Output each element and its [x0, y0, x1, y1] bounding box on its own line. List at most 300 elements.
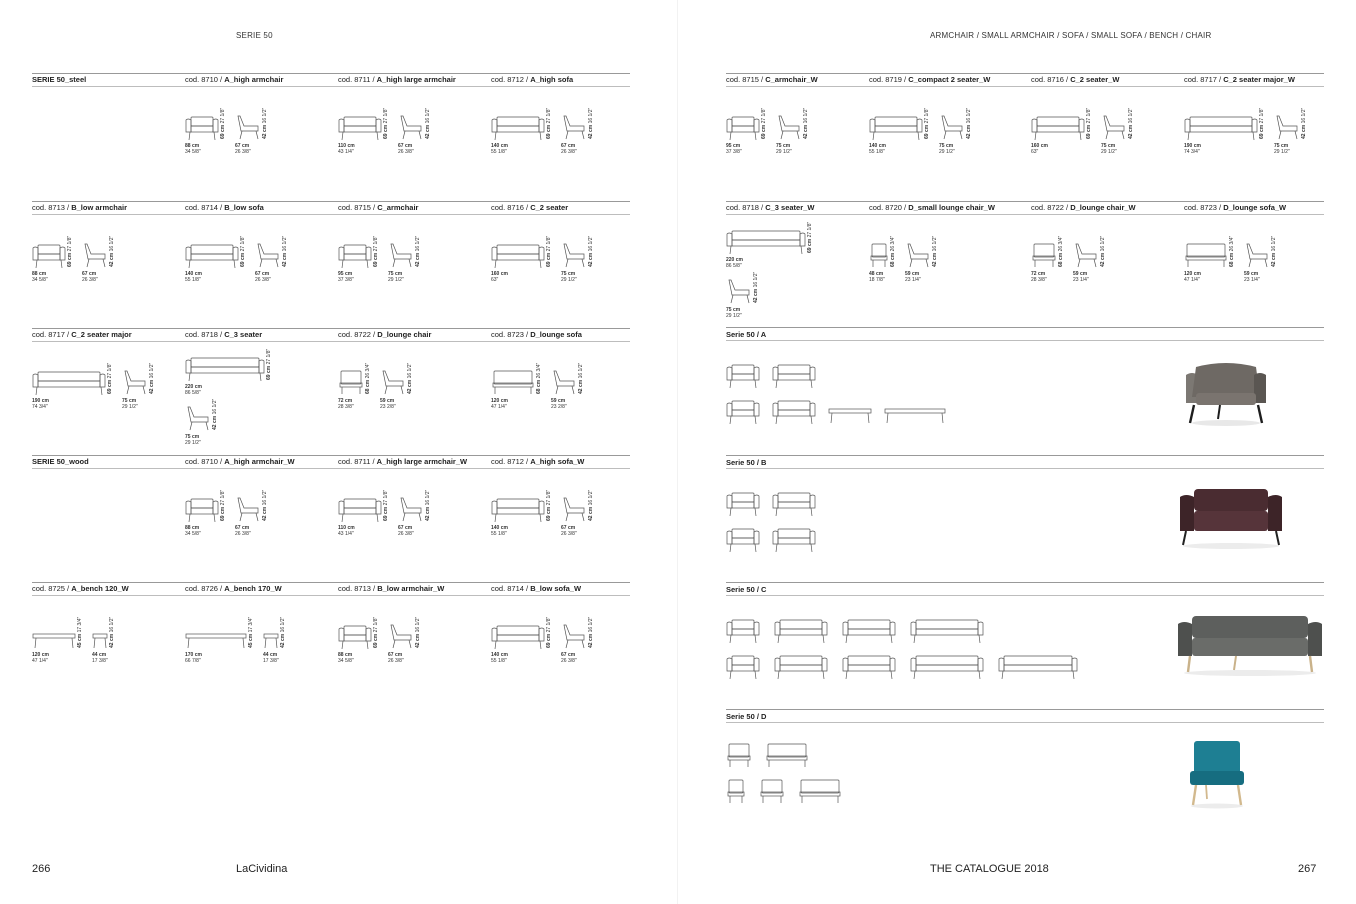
depth-dimension [905, 271, 921, 283]
dimension-cm: 42 cm [932, 252, 938, 267]
dimension-inches: 27 1/8" [373, 235, 379, 252]
product-code: cod. 8725 / [32, 584, 72, 593]
dimension-inches: 27 1/8" [107, 362, 113, 379]
seat-height-dimension [408, 363, 413, 394]
front-view-drawing [185, 622, 247, 650]
side-view-drawing [380, 368, 406, 396]
dimension-inches: 16 1/2" [407, 362, 413, 379]
depth-dimension [92, 652, 108, 664]
outline-drawing [726, 616, 760, 644]
height-dimension [241, 236, 246, 267]
dimension-inches: 74 3/4" [1184, 149, 1200, 155]
width-dimension [1184, 271, 1201, 283]
dimension-inches: 27 1/8" [220, 489, 226, 506]
dimension-cm: 69 cm [546, 252, 552, 267]
product-name: A_high sofa_W [530, 457, 585, 466]
dimension-cm: 42 cm [415, 252, 421, 267]
dimension-cm: 42 cm [1301, 124, 1307, 139]
front-view-drawing [726, 227, 806, 255]
dimension-cm: 42 cm [407, 379, 413, 394]
width-dimension [338, 398, 354, 410]
product-name: D_lounge sofa [530, 330, 582, 339]
product-name: C_compact 2 seater_W [908, 75, 991, 84]
front-view-drawing [1184, 241, 1228, 269]
dimension-cm: 95 cm [338, 271, 353, 277]
dimension-inches: 16 1/2" [588, 616, 594, 633]
dimension-cm: 72 cm [338, 398, 353, 404]
dimension-cm: 69 cm [220, 124, 226, 139]
height-dimension [374, 236, 379, 267]
product-row [32, 328, 630, 454]
product-title [491, 75, 573, 84]
side-view-drawing [1073, 241, 1099, 269]
width-dimension [491, 652, 508, 664]
depth-dimension [235, 143, 251, 155]
outline-drawing [759, 777, 785, 805]
dimension-inches: 34 5/8" [338, 658, 354, 664]
dimension-inches: 29 1/2" [388, 277, 404, 283]
dimension-cm: 69 cm [266, 365, 272, 380]
side-view-drawing [561, 495, 587, 523]
dimension-inches: 16 1/2" [282, 235, 288, 252]
dimension-inches: 16 1/2" [212, 398, 218, 415]
row-rule [726, 582, 1324, 583]
product-cell [491, 328, 626, 454]
width-dimension [32, 271, 48, 283]
depth-dimension [1274, 143, 1290, 155]
dimension-inches: 16 1/2" [1301, 107, 1307, 124]
dimension-cm: 75 cm [939, 143, 954, 149]
height-dimension [891, 236, 896, 267]
product-title [32, 330, 132, 339]
side-view-drawing [561, 241, 587, 269]
right-page [678, 0, 1356, 904]
front-view-drawing [869, 113, 923, 141]
product-row [726, 201, 1324, 327]
dimension-inches: 55 1/8" [491, 149, 507, 155]
product-row [32, 455, 630, 581]
dimension-inches: 17 3/8" [92, 658, 108, 664]
burgundy-sofa-photo [1176, 485, 1286, 554]
dimension-cm: 59 cm [1244, 271, 1259, 277]
front-view-drawing [338, 622, 372, 650]
product-cell [1031, 73, 1180, 199]
side-view-drawing [263, 622, 279, 650]
seat-height-dimension [589, 236, 594, 267]
dimension-inches: 63" [1031, 149, 1039, 155]
dimension-inches: 27 1/8" [373, 616, 379, 633]
dimension-inches: 16 1/2" [966, 107, 972, 124]
dimension-cm: 69 cm [67, 252, 73, 267]
dimension-cm: 59 cm [905, 271, 920, 277]
dimension-cm: 120 cm [1184, 271, 1201, 277]
dimension-inches: 26 3/8" [235, 531, 251, 537]
product-code: cod. 8718 / [726, 203, 766, 212]
width-dimension [1031, 271, 1047, 283]
depth-dimension [726, 307, 742, 319]
product-code: cod. 8716 / [491, 203, 531, 212]
outline-drawing [998, 652, 1078, 680]
dimension-inches: 26 3/8" [388, 658, 404, 664]
dimension-inches: 29 1/2" [939, 149, 955, 155]
depth-dimension [82, 271, 98, 283]
dimension-inches: 47 1/4" [491, 404, 507, 410]
product-code: cod. 8712 / [491, 457, 531, 466]
dimension-cm: 69 cm [546, 506, 552, 521]
product-cell [491, 201, 626, 327]
dimension-inches: 16 1/2" [578, 362, 584, 379]
product-cell [1184, 201, 1320, 327]
front-view-drawing [1184, 113, 1258, 141]
section-heading-cell [32, 73, 181, 199]
product-name: C_3 seater [224, 330, 263, 339]
front-view-drawing [491, 622, 545, 650]
running-head-left: SERIE 50 [236, 31, 273, 40]
width-dimension [491, 525, 508, 537]
dimension-inches: 26 3/8" [255, 277, 271, 283]
product-title [338, 584, 444, 593]
height-dimension [78, 617, 83, 648]
outline-drawing [774, 652, 828, 680]
dimension-inches: 27 1/8" [924, 107, 930, 124]
height-dimension [1230, 236, 1235, 267]
dimension-inches: 16 1/2" [262, 107, 268, 124]
front-view-drawing [491, 368, 535, 396]
row-rule [726, 595, 1324, 596]
series-block [726, 709, 1324, 829]
dimension-cm: 190 cm [32, 398, 49, 404]
dimension-inches: 26 3/8" [82, 277, 98, 283]
dimension-cm: 42 cm [588, 633, 594, 648]
product-title [185, 330, 262, 339]
product-name: C_2 seater major [71, 330, 132, 339]
dimension-inches: 16 1/2" [109, 616, 115, 633]
dimension-cm: 67 cm [398, 143, 413, 149]
height-dimension [221, 108, 226, 139]
dimension-inches: 16 1/2" [262, 489, 268, 506]
dimension-inches: 26 3/4" [1058, 235, 1064, 252]
product-title [491, 330, 582, 339]
dimension-inches: 37 3/8" [726, 149, 742, 155]
product-title [338, 203, 418, 212]
dimension-inches: 43 1/4" [338, 149, 354, 155]
dimension-cm: 95 cm [726, 143, 741, 149]
dimension-cm: 44 cm [263, 652, 278, 658]
product-name: A_high armchair_W [224, 457, 295, 466]
width-dimension [338, 143, 355, 155]
front-view-drawing [185, 113, 219, 141]
outline-drawing [726, 777, 746, 805]
product-cell [32, 582, 181, 708]
product-name: A_bench 120_W [71, 584, 129, 593]
dimension-inches: 66 7/8" [185, 658, 201, 664]
dimension-inches: 63" [491, 277, 499, 283]
width-dimension [32, 398, 49, 410]
dimension-cm: 69 cm [546, 124, 552, 139]
catalogue-title: THE CATALOGUE 2018 [930, 863, 1049, 875]
dimension-inches: 16 1/2" [425, 107, 431, 124]
product-row [32, 201, 630, 327]
dimension-cm: 59 cm [1073, 271, 1088, 277]
outline-drawing [772, 525, 816, 553]
dimension-cm: 88 cm [338, 652, 353, 658]
dimension-cm: 59 cm [380, 398, 395, 404]
product-code: cod. 8717 / [1184, 75, 1224, 84]
product-title [338, 75, 456, 84]
depth-dimension [1244, 271, 1260, 283]
grey-armchair-photo [1176, 357, 1276, 432]
product-name: C_armchair_W [765, 75, 818, 84]
series-title: Serie 50 / A [726, 330, 767, 339]
height-dimension [108, 363, 113, 394]
side-view-drawing [398, 113, 424, 141]
height-dimension [384, 490, 389, 521]
side-view-drawing [122, 368, 148, 396]
width-dimension [185, 143, 201, 155]
product-title [32, 584, 129, 593]
dimension-cm: 67 cm [255, 271, 270, 277]
dimension-cm: 67 cm [561, 143, 576, 149]
section-heading-cell [32, 455, 181, 581]
dimension-inches: 74 3/4" [32, 404, 48, 410]
dimension-cm: 140 cm [491, 143, 508, 149]
dimension-inches: 16 1/2" [149, 362, 155, 379]
height-dimension [374, 617, 379, 648]
product-title [1031, 75, 1119, 84]
row-rule [726, 340, 1324, 341]
product-code: cod. 8722 / [1031, 203, 1071, 212]
series-block [726, 582, 1324, 702]
dimension-cm: 67 cm [388, 652, 403, 658]
product-name: C_2 seater_W [1070, 75, 1120, 84]
dimension-cm: 75 cm [726, 307, 741, 313]
product-cell [338, 328, 487, 454]
dimension-cm: 42 cm [803, 124, 809, 139]
outline-drawing [772, 489, 816, 517]
dimension-cm: 110 cm [338, 143, 355, 149]
dimension-cm: 69 cm [383, 124, 389, 139]
width-dimension [869, 271, 885, 283]
product-code: cod. 8720 / [869, 203, 909, 212]
dimension-cm: 68 cm [1058, 252, 1064, 267]
dimension-cm: 140 cm [491, 652, 508, 658]
product-title [338, 330, 431, 339]
dimension-cm: 69 cm [807, 238, 813, 253]
dimension-cm: 69 cm [1086, 124, 1092, 139]
product-name: A_high armchair [224, 75, 284, 84]
seat-height-dimension [589, 617, 594, 648]
product-cell [726, 201, 865, 327]
dimension-cm: 42 cm [753, 288, 759, 303]
page-number-right: 267 [1298, 863, 1317, 875]
dimension-cm: 140 cm [185, 271, 202, 277]
depth-dimension [235, 525, 251, 537]
product-cell [32, 201, 181, 327]
product-code: cod. 8715 / [338, 203, 378, 212]
dimension-cm: 140 cm [869, 143, 886, 149]
outline-drawing [726, 361, 760, 389]
dimension-inches: 28 3/8" [1031, 277, 1047, 283]
dimension-inches: 26 3/8" [398, 149, 414, 155]
width-dimension [338, 525, 355, 537]
dimension-inches: 26 3/4" [890, 235, 896, 252]
height-dimension [547, 108, 552, 139]
side-view-drawing [561, 113, 587, 141]
dimension-inches: 27 1/8" [67, 235, 73, 252]
series-block [726, 455, 1324, 575]
product-cell [1184, 73, 1320, 199]
seat-height-dimension [804, 108, 809, 139]
dimension-cm: 75 cm [776, 143, 791, 149]
product-title [185, 457, 295, 466]
outline-drawing [842, 616, 896, 644]
dimension-cm: 67 cm [561, 652, 576, 658]
dimension-cm: 170 cm [185, 652, 202, 658]
dimension-inches: 16 1/2" [109, 235, 115, 252]
depth-dimension [776, 143, 792, 155]
seat-height-dimension [281, 617, 286, 648]
dimension-inches: 17 3/4" [77, 616, 83, 633]
dimension-cm: 42 cm [109, 633, 115, 648]
dimension-cm: 72 cm [1031, 271, 1046, 277]
product-code: cod. 8714 / [491, 584, 531, 593]
product-code: cod. 8726 / [185, 584, 225, 593]
dimension-inches: 29 1/2" [1101, 149, 1117, 155]
dimension-inches: 47 1/4" [32, 658, 48, 664]
dimension-inches: 27 1/8" [546, 235, 552, 252]
product-cell [338, 582, 487, 708]
dimension-cm: 67 cm [398, 525, 413, 531]
side-view-drawing [726, 277, 752, 305]
side-view-drawing [82, 241, 108, 269]
product-name: B_low sofa_W [530, 584, 582, 593]
dimension-cm: 69 cm [373, 633, 379, 648]
product-name: D_lounge chair [377, 330, 432, 339]
dimension-inches: 55 1/8" [185, 277, 201, 283]
dimension-inches: 27 1/8" [761, 107, 767, 124]
dimension-inches: 28 3/8" [338, 404, 354, 410]
product-cell [1031, 201, 1180, 327]
product-code: cod. 8723 / [1184, 203, 1224, 212]
product-code: cod. 8714 / [185, 203, 225, 212]
product-code: cod. 8711 / [338, 75, 377, 84]
dimension-cm: 69 cm [220, 506, 226, 521]
dimension-inches: 27 1/8" [1086, 107, 1092, 124]
dimension-inches: 34 5/8" [185, 531, 201, 537]
dimension-inches: 37 3/8" [338, 277, 354, 283]
front-view-drawing [32, 368, 106, 396]
product-title [869, 75, 990, 84]
dimension-inches: 26 3/4" [1229, 235, 1235, 252]
dimension-inches: 55 1/8" [869, 149, 885, 155]
product-title [1031, 203, 1136, 212]
dimension-inches: 16 1/2" [1100, 235, 1106, 252]
product-row [726, 73, 1324, 199]
product-name: A_high large armchair [376, 75, 456, 84]
product-name: C_2 seater [530, 203, 569, 212]
outline-drawing [765, 741, 809, 769]
seat-height-dimension [1101, 236, 1106, 267]
dimension-inches: 26 3/4" [536, 362, 542, 379]
product-cell [185, 328, 334, 454]
dimension-cm: 75 cm [388, 271, 403, 277]
front-view-drawing [491, 113, 545, 141]
height-dimension [249, 617, 254, 648]
dimension-cm: 140 cm [491, 525, 508, 531]
dimension-cm: 69 cm [546, 633, 552, 648]
dimension-inches: 16 1/2" [932, 235, 938, 252]
front-view-drawing [869, 241, 889, 269]
side-view-drawing [939, 113, 965, 141]
dimension-cm: 42 cm [282, 252, 288, 267]
dimension-cm: 75 cm [1101, 143, 1116, 149]
height-dimension [1087, 108, 1092, 139]
side-view-drawing [561, 622, 587, 650]
width-dimension [338, 652, 354, 664]
dimension-inches: 27 1/8" [546, 489, 552, 506]
dimension-cm: 120 cm [32, 652, 49, 658]
height-dimension [366, 363, 371, 394]
product-title [491, 584, 581, 593]
dimension-inches: 16 1/2" [425, 489, 431, 506]
outline-drawing [726, 741, 752, 769]
dimension-cm: 42 cm [1100, 252, 1106, 267]
seat-height-dimension [1129, 108, 1134, 139]
product-row [32, 582, 630, 708]
dimension-cm: 69 cm [1259, 124, 1265, 139]
side-view-drawing [776, 113, 802, 141]
dimension-cm: 75 cm [1274, 143, 1289, 149]
dimension-inches: 16 1/2" [415, 616, 421, 633]
dimension-inches: 17 3/4" [248, 616, 254, 633]
dimension-cm: 67 cm [235, 143, 250, 149]
product-code: cod. 8713 / [32, 203, 72, 212]
product-code: cod. 8713 / [338, 584, 378, 593]
seat-height-dimension [110, 617, 115, 648]
dimension-inches: 16 1/2" [753, 271, 759, 288]
product-name: D_lounge chair_W [1070, 203, 1136, 212]
dimension-inches: 23 1/4" [905, 277, 921, 283]
depth-dimension [380, 398, 396, 410]
dimension-cm: 42 cm [212, 415, 218, 430]
depth-dimension [561, 525, 577, 537]
dimension-cm: 42 cm [262, 506, 268, 521]
dimension-cm: 75 cm [185, 434, 200, 440]
seat-height-dimension [426, 108, 431, 139]
side-view-drawing [388, 622, 414, 650]
dimension-inches: 16 1/2" [1128, 107, 1134, 124]
dimension-inches: 27 1/8" [383, 107, 389, 124]
dimension-cm: 88 cm [185, 143, 200, 149]
height-dimension [1260, 108, 1265, 139]
depth-dimension [185, 434, 201, 446]
depth-dimension [388, 652, 404, 664]
product-cell [32, 328, 181, 454]
product-cell [185, 455, 334, 581]
dimension-inches: 23 2/8" [551, 404, 567, 410]
dimension-cm: 69 cm [761, 124, 767, 139]
row-rule [726, 709, 1324, 710]
dimension-cm: 220 cm [185, 384, 202, 390]
product-name: C_3 seater_W [765, 203, 815, 212]
outline-drawing [726, 652, 760, 680]
series-block [726, 327, 1324, 447]
outline-drawing [910, 652, 984, 680]
height-dimension [221, 490, 226, 521]
dimension-cm: 48 cm [869, 271, 884, 277]
side-view-drawing [388, 241, 414, 269]
dimension-inches: 29 1/2" [776, 149, 792, 155]
